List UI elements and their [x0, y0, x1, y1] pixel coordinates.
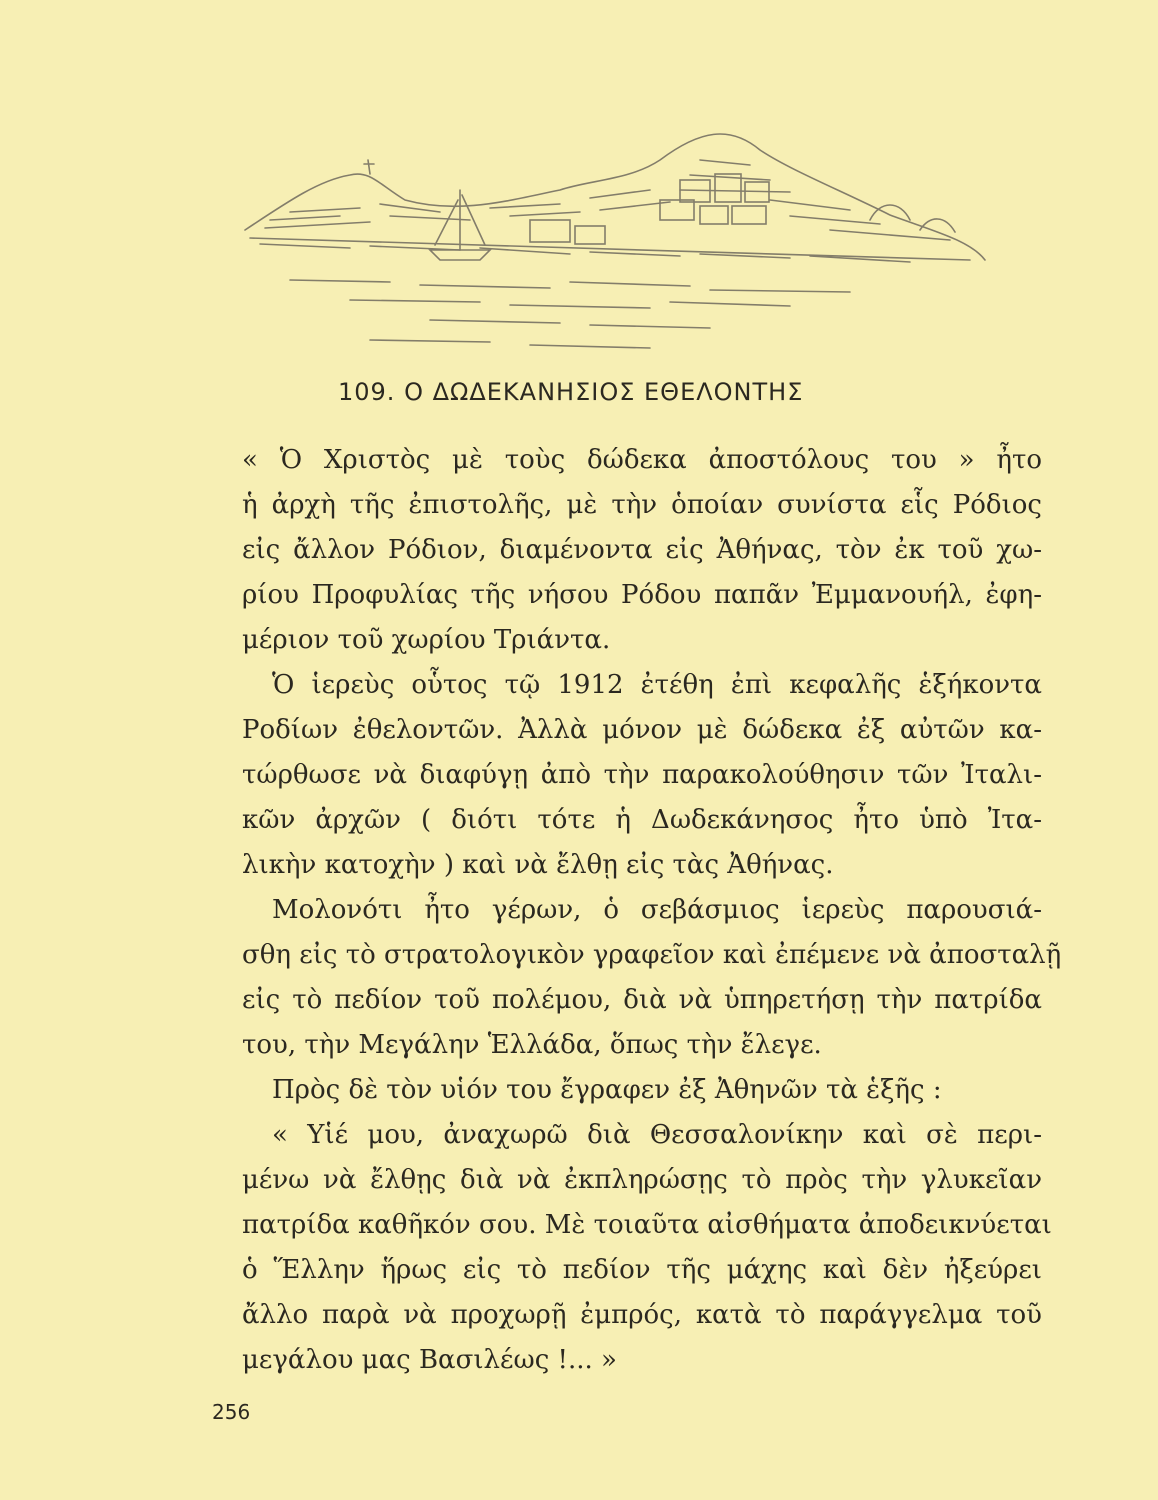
island-village-illustration [230, 120, 990, 360]
text-line: Ροδίων ἐθελοντῶν. Ἀλλὰ μόνον μὲ δώδεκα ἐξ αὐτῶν κα- [242, 715, 1042, 745]
text-line: ἄλλο παρὰ νὰ προχωρῇ ἐμπρός, κατὰ τὸ παράγγελμα τοῦ [242, 1300, 1042, 1330]
text-line: « Υἱέ μου, ἀναχωρῶ διὰ Θεσσαλονίκην καὶ σὲ περι- [272, 1120, 1042, 1150]
body-text [242, 438, 1062, 1383]
text-line: ρίου Προφυλίας τῆς νήσου Ρόδου παπᾶν Ἐμμανουήλ, ἐφη- [242, 580, 1042, 610]
text-line: μένω νὰ ἔλθῃς διὰ νὰ ἐκπληρώσῃς τὸ πρὸς τὴν γλυκεῖαν [242, 1165, 1042, 1195]
text-line: εἰς τὸ πεδίον τοῦ πολέμου, διὰ νὰ ὑπηρετήσῃ τὴν πατρίδα [242, 985, 1042, 1015]
text-line: μέριον τοῦ χωρίου Τριάντα. [242, 625, 611, 655]
text-line: Πρὸς δὲ τὸν υἱόν του ἔγραφεν ἐξ Ἀθηνῶν τὰ ἑξῆς : [272, 1075, 942, 1105]
text-line: λικὴν κατοχὴν ) καὶ νὰ ἔλθῃ εἰς τὰς Ἀθήνας. [242, 850, 834, 880]
text-line: σθη εἰς τὸ στρατολογικὸν γραφεῖον καὶ ἐπέμενε νὰ ἀποσταλῇ [242, 940, 1062, 970]
text-line: ἡ ἀρχὴ τῆς ἐπιστολῆς, μὲ τὴν ὁποίαν συνίστα εἷς Ρόδιος [242, 490, 1042, 520]
text-line: του, τὴν Μεγάλην Ἑλλάδα, ὅπως τὴν ἔλεγε. [242, 1030, 822, 1060]
text-line: εἰς ἄλλον Ρόδιον, διαμένοντα εἰς Ἀθήνας, τὸν ἐκ τοῦ χω- [242, 535, 1042, 565]
text-line: πατρίδα καθῆκόν σου. Μὲ τοιαῦτα αἰσθήματα ἀποδεικνύεται [242, 1210, 1052, 1240]
text-line: Ὁ ἱερεὺς οὗτος τῷ 1912 ἐτέθη ἐπὶ κεφαλῆς ἑξήκοντα [272, 670, 1042, 700]
chapter-title: 109. Ο ΔΩΔΕΚΑΝΗΣΙΟΣ ΕΘΕΛΟΝΤΗΣ [338, 378, 804, 406]
text-line: Μολονότι ἦτο γέρων, ὁ σεβάσμιος ἱερεὺς παρουσιά- [272, 895, 1042, 925]
text-line: ὁ Ἕλλην ἥρως εἰς τὸ πεδίον τῆς μάχης καὶ δὲν ἠξεύρει [242, 1255, 1042, 1285]
text-line: τώρθωσε νὰ διαφύγῃ ἀπὸ τὴν παρακολούθησιν τῶν Ἰταλι- [242, 760, 1042, 790]
text-line: κῶν ἀρχῶν ( διότι τότε ἡ Δωδεκάνησος ἦτο ὑπὸ Ἰτα- [242, 805, 1042, 835]
text-line: μεγάλου μας Βασιλέως !... » [242, 1345, 617, 1375]
text-line: « Ὁ Χριστὸς μὲ τοὺς δώδεκα ἀποστόλους του » ἦτο [242, 445, 1042, 475]
page-number: 256 [212, 1400, 251, 1424]
